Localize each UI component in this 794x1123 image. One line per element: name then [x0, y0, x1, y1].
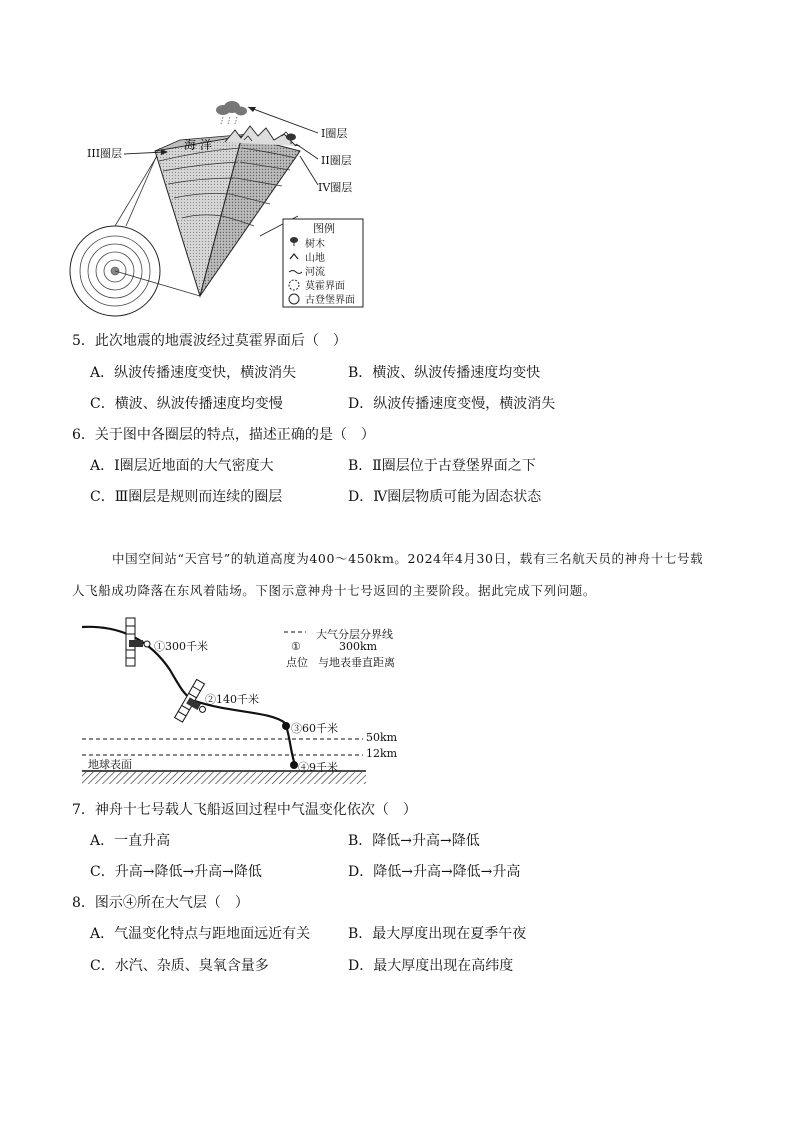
legend-item-mountain: 山地 — [305, 253, 325, 264]
q8-stem: 8．图示④所在大气层（ ） — [72, 895, 249, 911]
leader-line-1 — [248, 107, 318, 133]
q5-option-c[interactable]: C．横波、纵波传播速度均变慢 — [90, 396, 283, 412]
q7-option-d[interactable]: D．降低→升高→降低→升高 — [348, 864, 521, 880]
q6-option-c[interactable]: C．Ⅲ圈层是规则而连续的圈层 — [90, 489, 283, 505]
point-4-label: ④9千米 — [298, 761, 338, 774]
legend-item-moho: 莫霍界面 — [305, 281, 345, 292]
q7-option-a[interactable]: A．一直升高 — [90, 833, 171, 849]
ocean-label: 海 洋 — [184, 138, 212, 152]
ground-label: 地球表面 — [88, 758, 132, 771]
layer3-label: III圈层 — [87, 147, 123, 160]
q8-option-a[interactable]: A．气温变化特点与距地面远近有关 — [90, 926, 311, 942]
spacecraft-1-icon — [126, 618, 150, 666]
layer4-label: IV圈层 — [318, 181, 353, 194]
legend-line-label: 大气分层分界线 — [316, 628, 393, 641]
legend-point-desc: 与地表垂直距离 — [318, 656, 395, 669]
q6-option-a[interactable]: A．Ⅰ圈层近地面的大气密度大 — [90, 458, 274, 474]
boundary-50km-label: 50km — [366, 731, 398, 744]
point-3-label: ③60千米 — [291, 722, 338, 735]
q5-option-b[interactable]: B．横波、纵波传播速度均变快 — [348, 365, 541, 381]
legend-point-symbol: ① — [291, 640, 301, 653]
leader-line-4 — [300, 156, 318, 185]
q7-option-c[interactable]: C．升高→降低→升高→降低 — [90, 864, 262, 880]
q6-option-b[interactable]: B．Ⅱ圈层位于古登堡界面之下 — [348, 458, 536, 474]
legend-point-value: 300km — [339, 640, 378, 653]
q7-option-b[interactable]: B．降低→升高→降低 — [348, 833, 480, 849]
q5-stem: 5．此次地震的地震波经过莫霍界面后（ ） — [72, 333, 347, 349]
passage-line-1: 中国空间站“天宫号”的轨道高度为400～450km。2024年4月30日，载有三名航天员的神舟十七号载 — [112, 551, 704, 566]
q8-option-d[interactable]: D．最大厚度出现在高纬度 — [348, 958, 514, 974]
passage-line-2: 人飞船成功降落在东风着陆场。下图示意神舟十七号返回的主要阶段。据此完成下列问题。 — [72, 583, 597, 598]
q5-option-d[interactable]: D．纵波传播速度变慢，横波消失 — [348, 396, 556, 412]
layer2-label: II圈层 — [321, 154, 352, 167]
q7-stem: 7．神舟十七号载人飞船返回过程中气温变化依次（ ） — [72, 802, 417, 818]
q8-option-b[interactable]: B．最大厚度出现在夏季午夜 — [348, 926, 527, 942]
point-1-label: ①300千米 — [154, 640, 208, 653]
boundary-12km-label: 12km — [366, 747, 398, 760]
point-3-marker — [282, 722, 290, 730]
legend-item-tree: 树木 — [305, 239, 325, 250]
point-4-marker — [290, 761, 298, 769]
legend-item-gutenberg: 古登堡界面 — [305, 295, 355, 306]
q8-option-c[interactable]: C．水汽、杂质、臭氧含量多 — [90, 958, 269, 974]
legend-point-word: 点位 — [286, 656, 308, 669]
earth-wedge — [155, 126, 300, 296]
q5-option-a[interactable]: A．纵波传播速度变快，横波消失 — [90, 365, 297, 381]
legend-item-river: 河流 — [305, 267, 325, 278]
layer1-label: I圈层 — [321, 127, 348, 140]
q6-stem: 6．关于图中各圈层的特点，描述正确的是（ ） — [72, 427, 375, 443]
point-2-label: ②140千米 — [205, 693, 259, 706]
rain-cloud-icon — [216, 101, 247, 124]
q6-option-d[interactable]: D．Ⅳ圈层物质可能为固态状态 — [348, 489, 542, 505]
legend-title: 图例 — [313, 222, 335, 235]
